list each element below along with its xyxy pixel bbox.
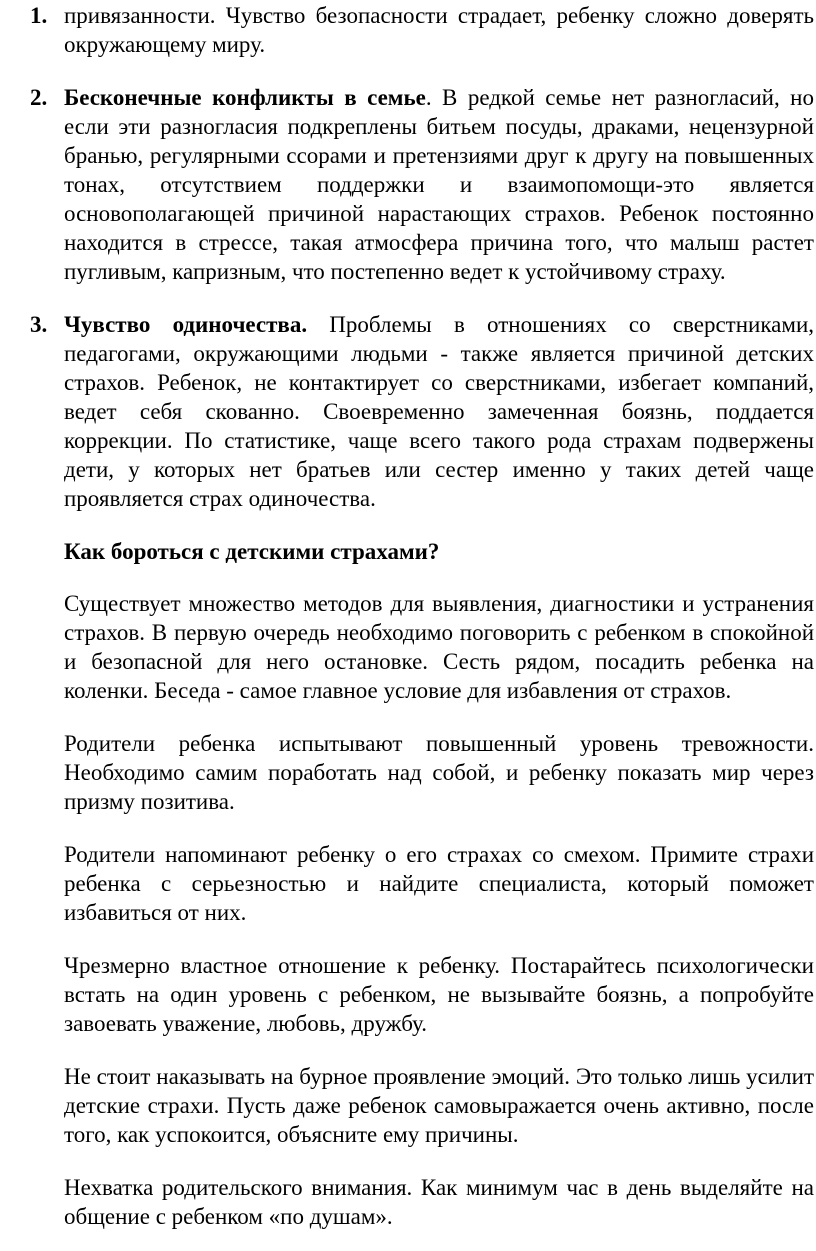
paragraph: Родители напоминают ребенку о его страхах со смехом. Примите страхи ребенка с серьезностью и найдите специалиста, который поможет избавиться от них. xyxy=(64,842,814,925)
list-number: 3. xyxy=(30,312,48,337)
paragraph: Чрезмерно властное отношение к ребенку. Постарайтесь психологически встать на один уровень с ребенком, не вызывайте боязнь, а попробуйте завоевать уважение, любовь, дружбу. xyxy=(64,953,814,1036)
paragraph: Существует множество методов для выявления, диагностики и устранения страхов. В первую очередь необходимо поговорить с ребенком в спокойной и безопасной для него остановке. Сесть рядом, посадить ребенка на коленки. Беседа - самое главное условие для избавления от страхов. xyxy=(64,591,814,703)
list-item-title: Бесконечные конфликты в семье xyxy=(64,85,426,110)
list-item xyxy=(30,83,814,286)
list-item-text: Проблемы в отношениях со сверстниками, педагогами, окружающими людьми - также является причиной детских страхов. Ребенок, не контактирует со сверстниками, избегает компаний, ведет себя скованно. Своевременно замеченная боязнь, поддается коррекции. По статистике, чаще всего такого рода страхам подвержены дети, у которых нет братьев или сестер именно у таких детей чаще проявляется страх одиночества. xyxy=(64,312,815,511)
list-item xyxy=(30,310,815,513)
paragraph: Не стоит наказывать на бурное проявление эмоций. Это только лишь усилит детские страхи. Пусть даже ребенок самовыражается очень активно, после того, как успокоится, объясните ему причины. xyxy=(64,1064,814,1147)
paragraph: Нехватка родительского внимания. Как минимум час в день выделяйте на общение с ребенком «по душам». xyxy=(64,1175,814,1229)
list-item-title: Чувство одиночества. xyxy=(64,312,308,337)
document-page xyxy=(30,0,815,1231)
list-item-text: . В редкой семье нет разногласий, но если эти разногласия подкреплены битьем посуды, драками, нецензурной бранью, регулярными ссорами и претензиями друг к другу на повышенных тонах, отсутствием поддержки и взаимопомощи-это является основополагающей причиной нарастающих страхов. Ребенок постоянно находится в стрессе, такая атмосфера причина того, что малыш растет пугливым, капризным, что постепенно ведет к устойчивому страху. xyxy=(64,85,814,284)
numbered-list xyxy=(30,1,815,513)
list-number: 1. xyxy=(30,3,48,28)
paragraph: Родители ребенка испытывают повышенный уровень тревожности. Необходимо самим поработать над собой, и ребенку показать мир через призму позитива. xyxy=(64,731,814,814)
section-heading: Как бороться с детскими страхами? xyxy=(64,539,440,564)
list-item xyxy=(30,1,814,59)
list-number: 2. xyxy=(30,85,48,110)
list-item-text: привязанности. Чувство безопасности страдает, ребенку сложно доверять окружающему миру. xyxy=(64,3,814,57)
